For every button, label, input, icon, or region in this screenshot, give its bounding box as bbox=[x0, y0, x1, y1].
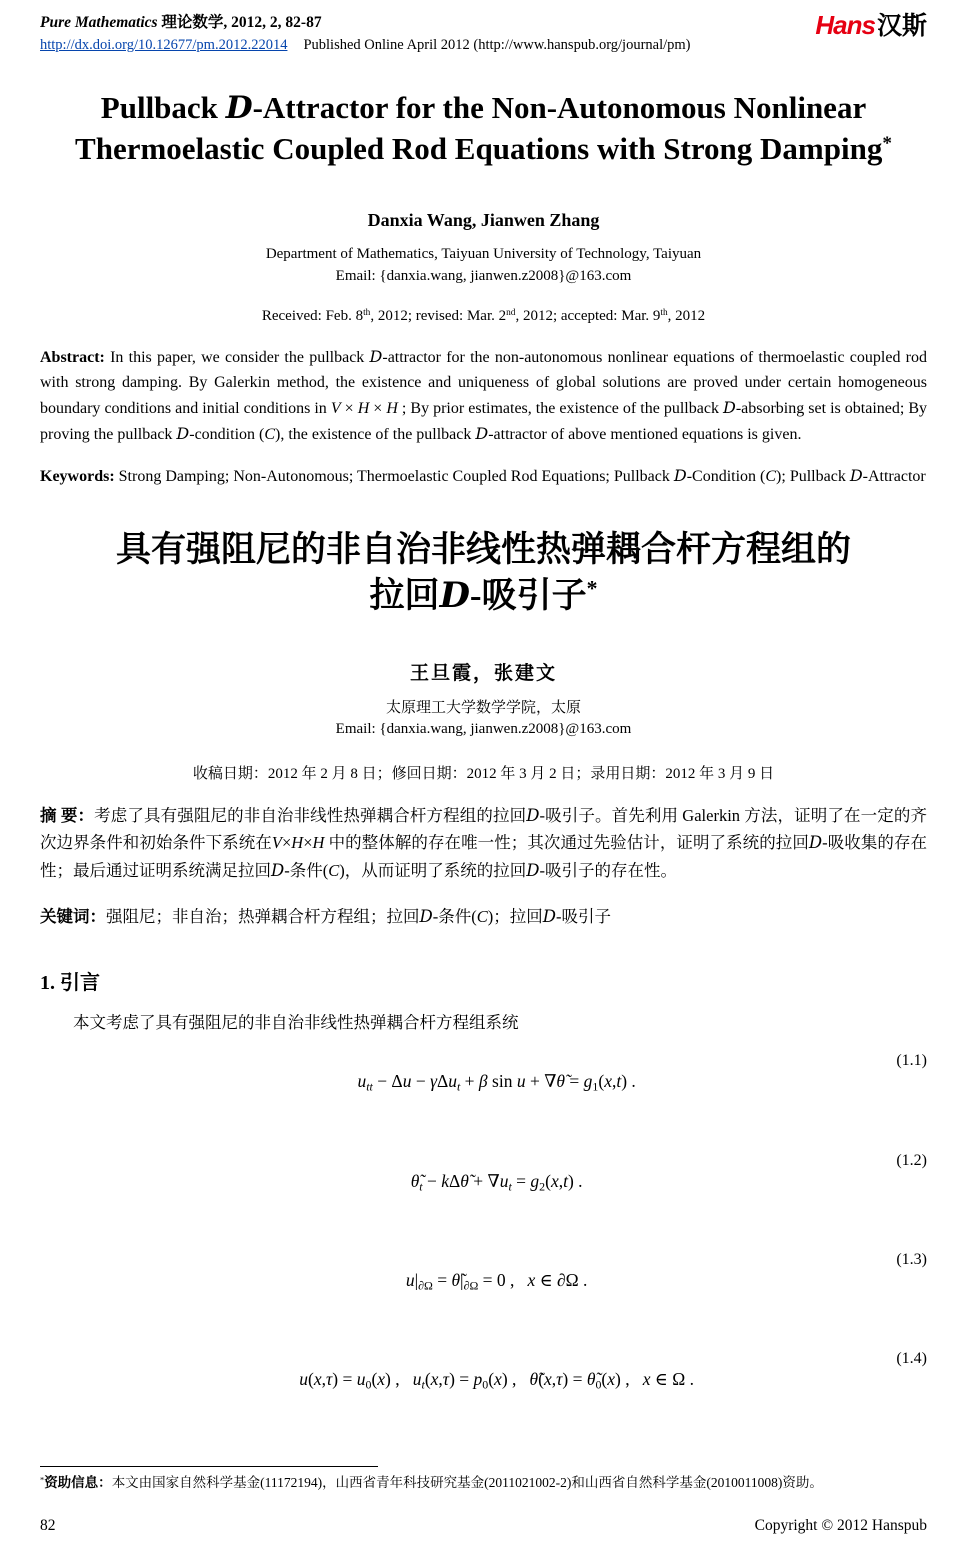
page-footer bbox=[40, 1517, 927, 1535]
affiliation-cn bbox=[40, 698, 927, 742]
equation-1-2-number: (1.2) bbox=[896, 1151, 927, 1169]
doi-link[interactable]: http://dx.doi.org/10.12677/pm.2012.22014 bbox=[40, 37, 288, 53]
chinese-title-line2: 拉回D-吸引子* bbox=[369, 575, 598, 617]
equation-1-3 bbox=[40, 1249, 927, 1335]
equation-1-1 bbox=[40, 1050, 927, 1136]
journal-header bbox=[40, 10, 927, 54]
equation-1-3-number: (1.3) bbox=[896, 1250, 927, 1268]
journal-title-line: Pure Mathematics 理论数学, 2012, 2, 82-87 bbox=[40, 14, 322, 31]
equation-1-2 bbox=[40, 1150, 927, 1236]
abstract-en: Abstract: In this paper, we consider the pullback D-attractor for the non-autonomous nonlinear equations of thermoelastic coupled rod with strong damping. By Galerkin method, the existence and uniqueness of global solutions are proved under certain homogeneous boundary conditions and initial conditions in V × H × H ; By prior estimates, the existence of the pullback D-absorbing set is obtained; By proving the pullback D-condition (C), the existence of the pullback D-attractor of above mentioned equations is given. bbox=[40, 347, 928, 443]
affiliation-line-en: Department of Mathematics, Taiyuan University of Technology, Taiyuan bbox=[265, 245, 702, 262]
affiliation-en bbox=[40, 244, 927, 288]
page-number: 82 bbox=[40, 1516, 56, 1534]
section-1-heading: 1. 引言 bbox=[40, 972, 100, 995]
equation-1-1-body: utt − Δu − γΔut + β sin u + ∇θ̃ = g1(x,t) . bbox=[357, 1071, 636, 1094]
equation-1-4-number: (1.4) bbox=[896, 1350, 927, 1368]
copyright: Copyright © 2012 Hanspub bbox=[754, 1516, 927, 1534]
footnote-text: *资助信息：本文由国家自然科学基金(11172194)，山西省青年科技研究基金(2011021002-2)和山西省自然科学基金(2010011008)资助。 bbox=[40, 1474, 823, 1490]
hans-logo bbox=[815, 10, 927, 39]
authors-en: Danxia Wang, Jianwen Zhang bbox=[367, 209, 600, 230]
keywords-en: Keywords: Strong Damping; Non-Autonomous; Thermoelastic Coupled Rod Equations; Pullback D-Condition (C); Pullback D-Attractor bbox=[40, 465, 926, 485]
equation-1-2-body: θ̃t − kΔθ̃ + ∇ut = g2(x,t) . bbox=[410, 1170, 583, 1193]
email-line-en: Email: {danxia.wang, jianwen.z2008}@163.com bbox=[335, 267, 632, 284]
published-info: Published Online April 2012 (http://www.hanspub.org/journal/pm) bbox=[303, 37, 691, 53]
doi-line bbox=[40, 37, 691, 54]
authors-cn: 王旦霞，张建文 bbox=[409, 662, 557, 684]
header-left bbox=[40, 10, 691, 54]
equation-1-4 bbox=[40, 1348, 927, 1434]
equations-block bbox=[40, 1037, 927, 1447]
email-line-cn: Email: {danxia.wang, jianwen.z2008}@163.com bbox=[335, 721, 632, 738]
equation-1-4-body: u(x,τ) = u0(x) , ut(x,τ) = p0(x) , θ̃(x,τ) = θ̃0(x) , x ∈ Ω . bbox=[299, 1369, 694, 1392]
intro-paragraph: 本文考虑了具有强阻尼的非自治非线性热弹耦合杆方程组系统 bbox=[73, 1013, 519, 1033]
received-dates-en: Received: Feb. 8th, 2012; revised: Mar. 2nd, 2012; accepted: Mar. 9th, 2012 bbox=[261, 308, 706, 325]
keywords-cn: 关键词：强阻尼；非自治；热弹耦合杆方程组；拉回D-条件(C)；拉回D-吸引子 bbox=[40, 906, 611, 926]
footnote-divider bbox=[40, 1466, 378, 1467]
chinese-title bbox=[116, 527, 851, 619]
hans-logo-chinese: 汉斯 bbox=[876, 13, 927, 40]
abstract-cn: 摘 要：考虑了具有强阻尼的非自治非线性热弹耦合杆方程组的拉回D-吸引子。首先利用 Galerkin 方法，证明了在一定的齐次边界条件和初始条件下系统在V×H×H 中的整体解的存在唯一性；其次通过先验估计，证明了系统的拉回D-吸收集的存在性；最后通过证明系统满足拉回D-条件(C)，从而证明了系统的拉回D-吸引子的存在性。 bbox=[40, 806, 928, 880]
received-dates-cn: 收稿日期：2012 年 2 月 8 日；修回日期：2012 年 3 月 2 日；录用日期：2012 年 3 月 9 日 bbox=[192, 766, 775, 783]
hans-logo-latin: Hans bbox=[815, 10, 875, 40]
equation-1-3-body: u|∂Ω = θ̃|∂Ω = 0 , x ∈ ∂Ω . bbox=[405, 1269, 588, 1293]
affiliation-line-cn: 太原理工大学数学学院，太原 bbox=[385, 699, 581, 716]
flex-spacer bbox=[40, 1448, 927, 1456]
equation-1-1-number: (1.1) bbox=[896, 1052, 927, 1070]
page-title: Pullback D-Attractor for the Non-Autonomous Nonlinear Thermoelastic Coupled Rod Equations with Strong Damping* bbox=[75, 90, 892, 166]
chinese-title-line1: 具有强阻尼的非自治非线性热弹耦合杆方程组的 bbox=[115, 530, 851, 570]
